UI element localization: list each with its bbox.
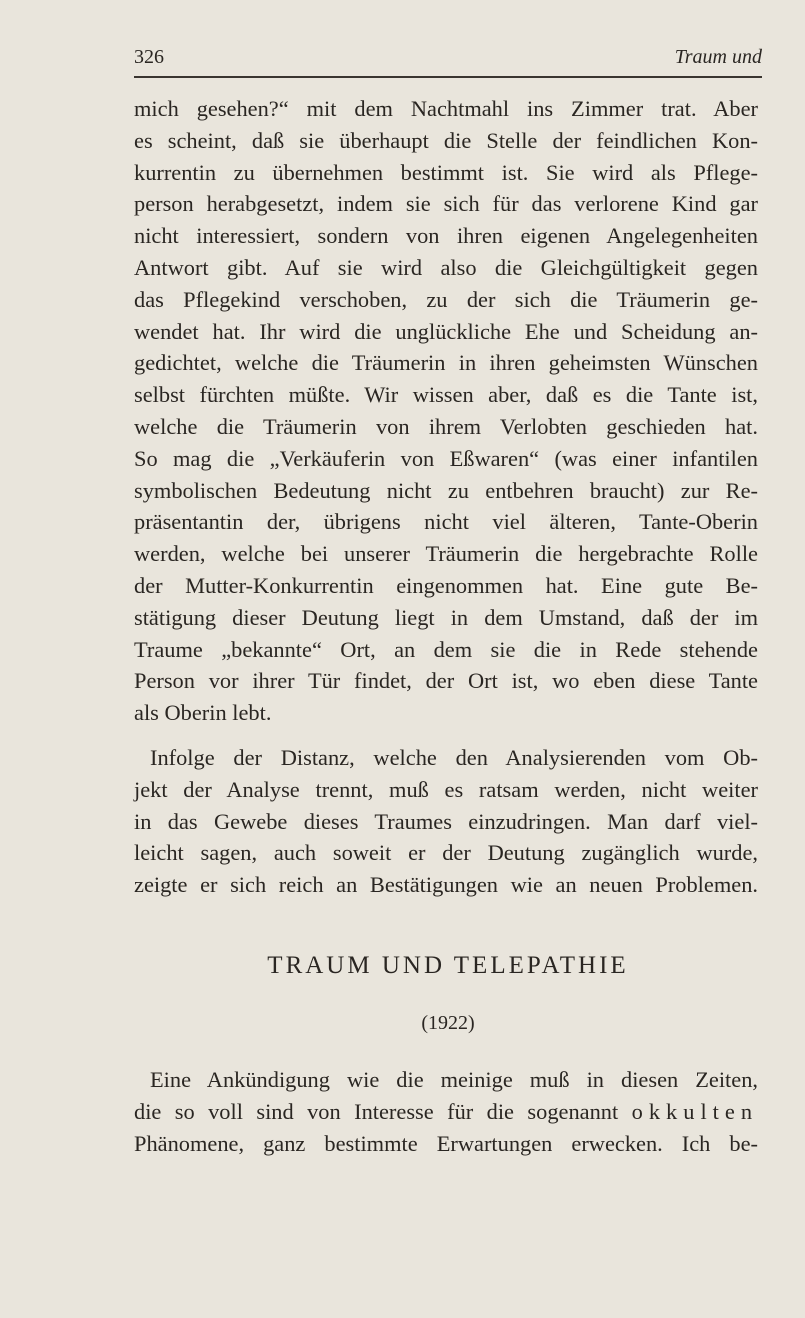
paragraph-opening xyxy=(134,1064,758,1159)
text-line: gedichtet, welche die Träumerin in ihren geheimsten Wünschen xyxy=(134,350,758,376)
text-line: person herabgesetzt, indem sie sich für das verlorene Kind gar xyxy=(134,191,758,217)
text-line: Phänomene, ganz bestimmte Erwartungen erwecken. Ich be- xyxy=(134,1130,758,1156)
spaced-emphasis: okkulten xyxy=(631,1098,759,1124)
paragraph-continuation xyxy=(134,93,758,729)
page-number: 326 xyxy=(134,46,164,68)
text-line: wendet hat. Ihr wird die unglückliche Ehe und Scheidung an- xyxy=(134,318,758,344)
text-line: Antwort gibt. Auf sie wird also die Gleichgültigkeit gegen xyxy=(134,254,758,280)
chapter-year: (1922) xyxy=(421,1012,475,1034)
text-line: Person vor ihrer Tür findet, der Ort ist, wo eben diese Tante xyxy=(134,668,758,694)
text-line: Eine Ankündigung wie die meinige muß in diesen Zeiten, xyxy=(150,1067,758,1092)
text-line: leicht sagen, auch soweit er der Deutung zugänglich wurde, xyxy=(134,840,758,866)
text-line: Infolge der Distanz, welche den Analysierenden vom Ob- xyxy=(150,745,758,770)
text-line: zeigte er sich reich an Bestätigungen wie an neuen Problemen. xyxy=(134,872,758,898)
text-line: symbolischen Bedeutung nicht zu entbehren braucht) zur Re- xyxy=(134,477,758,503)
text-line: kurrentin zu übernehmen bestimmt ist. Sie wird als Pflege- xyxy=(134,159,758,185)
text-line: Traume „bekannte“ Ort, an dem sie die in Rede stehende xyxy=(134,636,758,662)
text-line: mich gesehen?“ mit dem Nachtmahl ins Zimmer trat. Aber xyxy=(134,96,758,121)
text-line: stätigung dieser Deutung liegt in dem Umstand, daß der im xyxy=(134,604,758,630)
text-line: werden, welche bei unserer Träumerin die hergebrachte Rolle xyxy=(134,541,758,567)
paragraph-conclusion xyxy=(134,742,758,901)
text-line: selbst fürchten müßte. Wir wissen aber, daß es die Tante ist, xyxy=(134,382,758,408)
text-line xyxy=(134,1096,758,1128)
text-line: präsentantin der, übrigens nicht viel älteren, Tante-Oberin xyxy=(134,509,758,535)
text-line: So mag die „Verkäuferin von Eßwaren“ (was einer infantilen xyxy=(134,445,758,471)
running-head: Traum und xyxy=(674,46,762,68)
text-line: jekt der Analyse trennt, muß es ratsam werden, nicht weiter xyxy=(134,776,758,802)
text-line: in das Gewebe dieses Traumes einzudringen. Man darf viel- xyxy=(134,808,758,834)
text-segment: die so voll sind von Interesse für die sogenannt xyxy=(134,1098,619,1124)
text-line: als Oberin lebt. xyxy=(134,700,272,726)
text-line: welche die Träumerin von ihrem Verlobten geschieden hat. xyxy=(134,413,758,439)
header-rule xyxy=(134,76,762,78)
chapter-title: TRAUM UND TELEPATHIE xyxy=(267,952,629,979)
page-header xyxy=(134,46,762,76)
text-line: der Mutter-Konkurrentin eingenommen hat. Eine gute Be- xyxy=(134,572,758,598)
text-line: das Pflegekind verschoben, zu der sich die Träumerin ge- xyxy=(134,286,758,312)
text-line: es scheint, daß sie überhaupt die Stelle der feindlichen Kon- xyxy=(134,127,758,153)
text-line: nicht interessiert, sondern von ihren eigenen Angelegenheiten xyxy=(134,223,758,249)
